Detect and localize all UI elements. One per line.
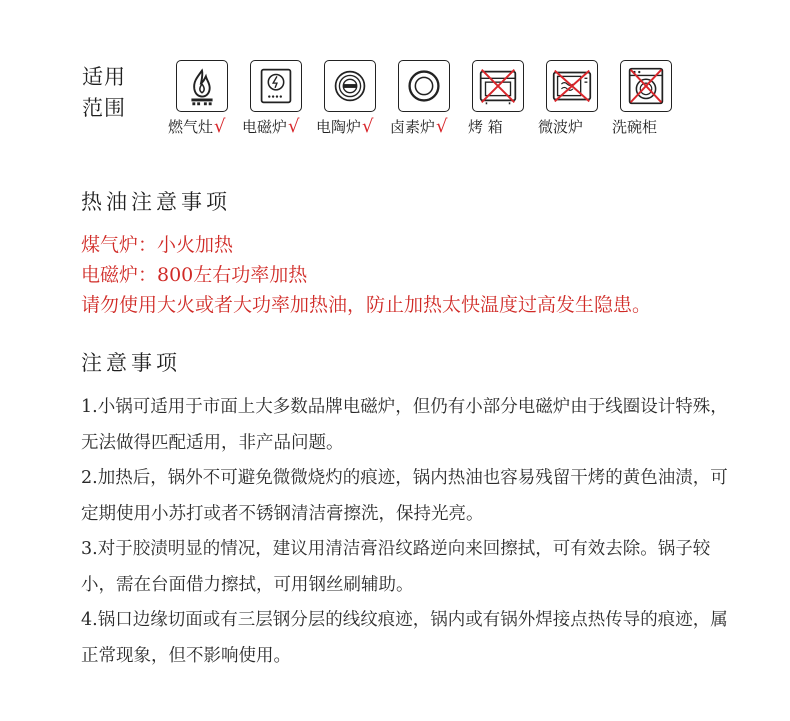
notes-title: 注意事项 [81, 351, 181, 375]
appliance-oven: 烤 箱 [464, 60, 538, 140]
gas-stove-icon [176, 60, 228, 112]
notes-list [81, 390, 731, 674]
note-item: 2.加热后，锅外不可避免微微烧灼的痕迹，锅内热油也容易残留干烤的黄色油渍，可定期使用小苏打或者不锈钢清洁膏擦洗，保持光亮。 [81, 468, 728, 524]
supported-check: √ [288, 116, 300, 137]
warning-line: 请勿使用大火或者大功率加热油，防止加热太快温度过高发生隐患。 [81, 294, 652, 316]
warning-line: 电磁炉：800左右功率加热 [81, 264, 308, 286]
note-item: 4.锅口边缘切面或有三层钢分层的线纹痕迹，锅内或有锅外焊接点热传导的痕迹，属正常现象，但不影响使用。 [81, 610, 728, 666]
appliance-induction-cooker: 电磁炉√ [242, 60, 316, 140]
note-item: 3.对于胶渍明显的情况，建议用清洁膏沿纹路逆向来回擦拭，可有效去除。锅子较小，需在台面借力擦拭，可用钢丝刷辅助。 [81, 539, 711, 595]
oven-icon [472, 60, 524, 112]
appliance-microwave: 微波炉 [538, 60, 612, 140]
microwave-icon [546, 60, 598, 112]
ceramic-cooker-icon [324, 60, 376, 112]
halogen-cooker-icon [398, 60, 450, 112]
hot-oil-warnings [81, 230, 651, 320]
supported-check: √ [214, 116, 226, 137]
hot-oil-title: 热油注意事项 [81, 190, 231, 214]
appliance-gas-stove: 燃气灶√ [168, 60, 242, 140]
appliance-halogen-cooker: 卤素炉√ [390, 60, 464, 140]
supported-check: √ [362, 116, 374, 137]
appliance-list [168, 60, 686, 140]
induction-cooker-icon [250, 60, 302, 112]
applicable-range-label: 适用 范围 [82, 65, 126, 120]
appliance-ceramic-cooker: 电陶炉√ [316, 60, 390, 140]
supported-check: √ [436, 116, 448, 137]
dishwasher-icon [620, 60, 672, 112]
warning-line: 煤气炉：小火加热 [81, 234, 234, 256]
appliance-dishwasher: 洗碗柜 [612, 60, 686, 140]
note-item: 1.小锅可适用于市面上大多数品牌电磁炉，但仍有小部分电磁炉由于线圈设计特殊，无法做得匹配适用，非产品问题。 [81, 397, 728, 453]
applicable-range [82, 62, 658, 137]
